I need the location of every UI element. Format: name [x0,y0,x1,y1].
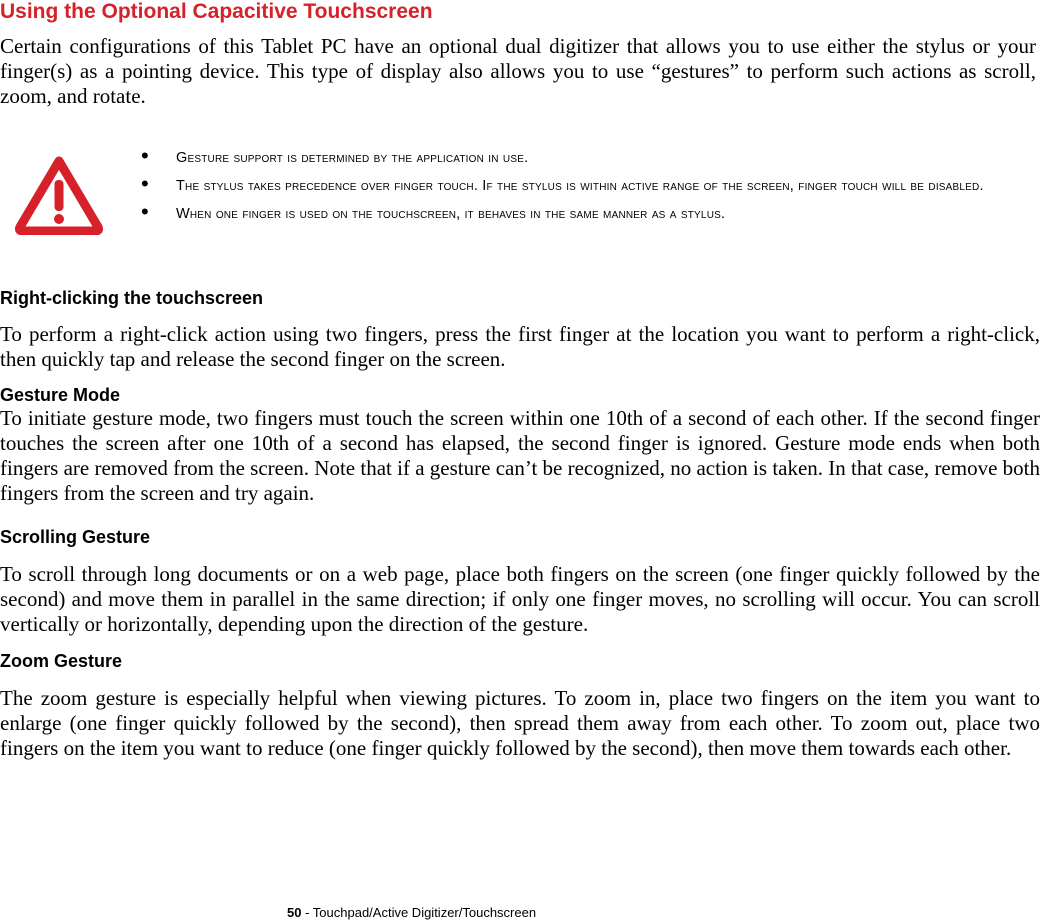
caution-list [136,147,1041,231]
page-footer [287,905,536,921]
section-text-gesture-mode: To initiate gesture mode, two fingers must touch the screen within one 10th of a second of each other. If the second finger touches the screen after one 10th of a second has elapsed, the second finger is ignored. Gesture mode ends when both fingers are removed from the screen. Note that if a gesture can’t be recognized, no action is taken. In that case, remove both fingers from the screen and try again. [0,406,1040,505]
section-text-scrolling: To scroll through long documents or on a web page, place both fingers on the screen (one finger quickly followed by the second) and move them in parallel in the same direction; if only one finger moves, no scrolling will occur. You can scroll vertically or horizontally, depending upon the direction of the gesture. [0,562,1040,636]
section-heading-zoom: Zoom Gesture [0,651,123,671]
intro-paragraph: Certain configurations of this Tablet PC have an optional dual digitizer that allows you to use either the stylus or your finger(s) as a pointing device. This type of display also allows you to use “gestures” to perform such actions as scroll, zoom, and rotate. [0,34,1036,108]
caution-item: • Gesture support is determined by the application in use. [136,147,1041,169]
caution-item: • When one finger is used on the touchscreen, it behaves in the same manner as a stylus. [136,203,1041,225]
footer-separator: - [301,905,313,920]
section-heading-scrolling: Scrolling Gesture [0,527,151,547]
footer-chapter: Touchpad/Active Digitizer/Touchscreen [312,905,537,920]
section-heading-right-click: Right-clicking the touchscreen [0,288,264,308]
warning-triangle-icon [14,155,104,235]
section-text-right-click: To perform a right-click action using two fingers, press the first finger at the location you want to perform a right-click, then quickly tap and release the second finger on the screen. [0,322,1040,371]
page-title: Using the Optional Capacitive Touchscreen [0,0,433,23]
page-number: 50 [287,905,302,920]
caution-item: • The stylus takes precedence over finger touch. If the stylus is within active range of the screen, finger touch will be disabled. [136,175,1041,197]
section-heading-gesture-mode: Gesture Mode [0,385,121,405]
section-text-zoom: The zoom gesture is especially helpful when viewing pictures. To zoom in, place two fingers on the item you want to enlarge (one finger quickly followed by the second), then spread them away from each other. To zoom out, place two fingers on the item you want to reduce (one finger quickly followed by the second), then move them towards each other. [0,686,1040,760]
